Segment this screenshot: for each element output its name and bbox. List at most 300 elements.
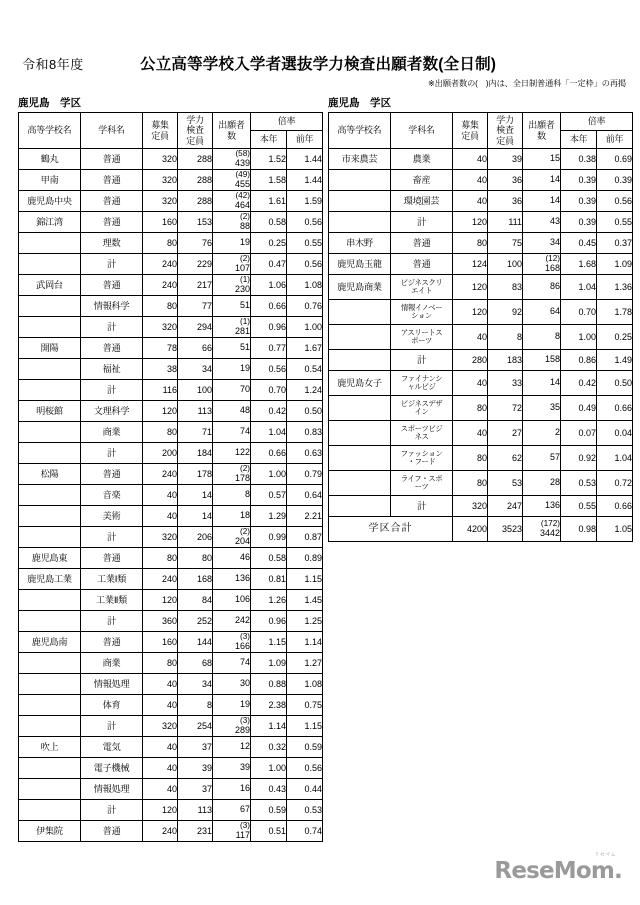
cell-exam-quota: 231: [178, 821, 213, 842]
applicants-fixed-frame-count: (2): [239, 253, 250, 263]
col-header-ratio: 倍率: [251, 113, 323, 131]
cell-ratio-current-year: 0.45: [561, 233, 597, 254]
table-row: [329, 421, 633, 446]
department-line-1: ファイナンシ: [400, 374, 443, 384]
col-header-exam-line2: 検査: [186, 125, 204, 136]
col-header-quota-line2: 定員: [151, 130, 169, 141]
cell-department-name: [391, 396, 453, 421]
table-row: [19, 275, 323, 296]
cell-exam-quota: 8: [178, 695, 213, 716]
cell-applicants: [213, 380, 251, 401]
cell-ratio-current-year: 0.81: [251, 569, 287, 590]
table-row: [19, 317, 323, 338]
cell-ratio-previous-year: 1.09: [597, 254, 633, 275]
cell-recruitment-quota: 40: [143, 758, 178, 779]
applicants-fixed-frame-count: (3): [239, 820, 250, 830]
cell-school-name: [19, 443, 81, 464]
cell-recruitment-quota: 40: [143, 674, 178, 695]
applicants-count: 74: [239, 657, 250, 668]
cell-applicants: [523, 371, 561, 396]
cell-applicants: [213, 779, 251, 800]
applicants-fixed-frame-count: (3): [239, 631, 250, 641]
cell-recruitment-quota: 38: [143, 359, 178, 380]
applicants-fixed-frame-count: (2): [239, 526, 250, 536]
table-row: [329, 471, 633, 496]
cell-recruitment-quota: 120: [453, 300, 488, 325]
cell-department-name: 計: [391, 350, 453, 371]
cell-applicants: [213, 275, 251, 296]
cell-school-name: [19, 716, 81, 737]
cell-applicants: [523, 421, 561, 446]
department-line-1: ファッション: [400, 449, 443, 459]
cell-department-name: 計: [81, 380, 143, 401]
cell-exam-quota: 229: [178, 254, 213, 275]
applicants-count: 64: [549, 306, 560, 317]
cell-exam-quota: 288: [178, 191, 213, 212]
cell-applicants: [523, 350, 561, 371]
cell-ratio-previous-year: 0.89: [287, 548, 323, 569]
cell-recruitment-quota: 320: [143, 149, 178, 170]
table-row: [329, 300, 633, 325]
applicants-count: 107: [234, 262, 250, 273]
cell-school-name: [329, 212, 391, 233]
cell-ratio-previous-year: 0.54: [287, 359, 323, 380]
applicants-count: 168: [544, 262, 560, 273]
cell-department-name: 普通: [81, 464, 143, 485]
table-row: [329, 396, 633, 421]
cell-ratio-current-year: 1.61: [251, 191, 287, 212]
cell-ratio-current-year: 1.09: [251, 653, 287, 674]
cell-applicants: [523, 496, 561, 517]
cell-school-name: [329, 350, 391, 371]
cell-applicants: [213, 674, 251, 695]
col-header-dept: 学科名: [81, 113, 143, 149]
applicants-count: 19: [239, 363, 250, 374]
cell-ratio-current-year: 0.70: [561, 300, 597, 325]
cell-ratio-previous-year: 1.15: [287, 569, 323, 590]
cell-ratio-current-year: 1.04: [251, 422, 287, 443]
cell-applicants: [213, 317, 251, 338]
cell-recruitment-quota: 240: [143, 464, 178, 485]
cell-ratio-previous-year: 0.66: [597, 396, 633, 421]
cell-ratio-current-year: 1.29: [251, 506, 287, 527]
cell-school-name: 錦江湾: [19, 212, 81, 233]
cell-exam-quota: 36: [488, 191, 523, 212]
cell-ratio-previous-year: 0.37: [597, 233, 633, 254]
cell-applicants: [213, 485, 251, 506]
table-row: [19, 338, 323, 359]
cell-ratio-previous-year: 1.44: [287, 149, 323, 170]
applicants-fixed-frame-count: (12): [545, 253, 560, 263]
applicants-count: 19: [239, 237, 250, 248]
cell-ratio-previous-year: 1.08: [287, 674, 323, 695]
col-header-dept: 学科名: [391, 113, 453, 149]
applicants-count: 14: [549, 174, 560, 185]
cell-ratio-current-year: 0.86: [561, 350, 597, 371]
table-row: [19, 527, 323, 548]
cell-ratio-current-year: 0.99: [251, 527, 287, 548]
cell-applicants: [523, 149, 561, 170]
cell-ratio-current-year: 1.26: [251, 590, 287, 611]
cell-ratio-current-year: 0.38: [561, 149, 597, 170]
cell-ratio-current-year: 0.66: [251, 443, 287, 464]
applicants-count: 28: [549, 477, 560, 488]
cell-ratio-current-year: 0.58: [251, 548, 287, 569]
cell-ratio-previous-year: 1.78: [597, 300, 633, 325]
cell-ratio-current-year: 0.53: [561, 471, 597, 496]
applicants-count: 51: [239, 342, 250, 353]
cell-exam-quota: 100: [488, 254, 523, 275]
cell-applicants: [523, 170, 561, 191]
table-row: [19, 506, 323, 527]
table-row: [19, 443, 323, 464]
cell-exam-quota: 184: [178, 443, 213, 464]
cell-recruitment-quota: 40: [143, 737, 178, 758]
cell-exam-quota: 39: [488, 149, 523, 170]
cell-recruitment-quota: 240: [143, 569, 178, 590]
cell-recruitment-quota: 240: [143, 254, 178, 275]
footnote-asterisk: ※出願者数の( )内は、全日制普通科「一定枠」の再掲: [427, 79, 626, 88]
cell-ratio-current-year: 1.68: [561, 254, 597, 275]
applicants-count: 12: [239, 741, 250, 752]
cell-ratio-current-year: 0.56: [251, 359, 287, 380]
cell-applicants: [523, 191, 561, 212]
cell-ratio-previous-year: 1.45: [287, 590, 323, 611]
cell-ratio-current-year: 0.58: [251, 212, 287, 233]
cell-applicants: [213, 254, 251, 275]
cell-recruitment-quota: 120: [453, 212, 488, 233]
grand-total-exam-quota: 3523: [488, 517, 523, 542]
cell-exam-quota: 84: [178, 590, 213, 611]
applicants-count: 14: [549, 377, 560, 388]
applicants-count: 204: [234, 535, 250, 546]
resemom-logo-wordmark: ReseMom.: [494, 858, 622, 884]
cell-department-name: [391, 446, 453, 471]
table-row: [329, 191, 633, 212]
applicants-fixed-frame-count: (1): [239, 316, 250, 326]
cell-school-name: 武岡台: [19, 275, 81, 296]
cell-ratio-previous-year: 0.66: [597, 496, 633, 517]
cell-recruitment-quota: 320: [143, 317, 178, 338]
cell-department-name: 普通: [81, 170, 143, 191]
applicants-count: 67: [239, 804, 250, 815]
cell-exam-quota: 83: [488, 275, 523, 300]
cell-school-name: [329, 191, 391, 212]
cell-ratio-current-year: 0.25: [251, 233, 287, 254]
table-row: [329, 446, 633, 471]
table-row: [19, 380, 323, 401]
cell-ratio-previous-year: 1.67: [287, 338, 323, 359]
cell-ratio-previous-year: 1.08: [287, 275, 323, 296]
cell-ratio-current-year: 0.77: [251, 338, 287, 359]
cell-recruitment-quota: 80: [143, 548, 178, 569]
cell-school-name: [329, 496, 391, 517]
cell-ratio-current-year: 0.96: [251, 317, 287, 338]
cell-recruitment-quota: 80: [453, 446, 488, 471]
cell-ratio-previous-year: 0.63: [287, 443, 323, 464]
cell-ratio-previous-year: 0.79: [287, 464, 323, 485]
cell-department-name: 商業: [81, 653, 143, 674]
cell-ratio-current-year: 1.14: [251, 716, 287, 737]
cell-ratio-current-year: 0.07: [561, 421, 597, 446]
cell-applicants: [213, 296, 251, 317]
table-row: [329, 496, 633, 517]
table-row: [329, 212, 633, 233]
cell-ratio-current-year: 1.00: [561, 325, 597, 350]
table-row: [19, 821, 323, 842]
cell-school-name: [329, 396, 391, 421]
table-row: [19, 548, 323, 569]
cell-ratio-previous-year: 0.56: [287, 758, 323, 779]
cell-ratio-previous-year: 0.72: [597, 471, 633, 496]
cell-department-name: 普通: [81, 275, 143, 296]
cell-school-name: 吹上: [19, 737, 81, 758]
cell-recruitment-quota: 320: [143, 191, 178, 212]
applicants-fixed-frame-count: (2): [239, 211, 250, 221]
cell-ratio-current-year: 0.70: [251, 380, 287, 401]
cell-recruitment-quota: 160: [143, 212, 178, 233]
cell-recruitment-quota: 80: [453, 396, 488, 421]
department-line-2: エイト: [411, 286, 432, 295]
grand-total-row: [329, 517, 633, 542]
cell-school-name: [19, 611, 81, 632]
cell-school-name: [19, 527, 81, 548]
cell-recruitment-quota: 120: [143, 401, 178, 422]
table-row: [19, 695, 323, 716]
cell-applicants: [213, 716, 251, 737]
applicants-count: 74: [239, 426, 250, 437]
cell-ratio-previous-year: 1.44: [287, 170, 323, 191]
applicants-count: 43: [549, 216, 560, 227]
cell-department-name: 計: [81, 317, 143, 338]
cell-department-name: 計: [391, 212, 453, 233]
cell-school-name: [329, 471, 391, 496]
col-header-quota-line1: 募集: [151, 120, 169, 131]
applicants-count: 19: [239, 699, 250, 710]
cell-department-name: 環境園芸: [391, 191, 453, 212]
department-line-2: ・フード: [407, 457, 436, 466]
cell-department-name: 普通: [391, 233, 453, 254]
cell-department-name: 農業: [391, 149, 453, 170]
cell-recruitment-quota: 80: [453, 233, 488, 254]
cell-exam-quota: 183: [488, 350, 523, 371]
applicants-fixed-frame-count: (49): [235, 169, 250, 179]
cell-department-name: [391, 421, 453, 446]
table-body-left: [19, 149, 323, 842]
applicants-count: 178: [234, 472, 250, 483]
cell-applicants: [213, 695, 251, 716]
cell-applicants: [213, 422, 251, 443]
col-header-ratio-previous: 前年: [287, 131, 323, 149]
cell-department-name: 普通: [81, 338, 143, 359]
cell-exam-quota: 113: [178, 401, 213, 422]
department-line-2: ネス: [414, 432, 429, 441]
cell-exam-quota: 288: [178, 149, 213, 170]
cell-exam-quota: 247: [488, 496, 523, 517]
cell-school-name: [19, 506, 81, 527]
cell-ratio-current-year: 0.49: [561, 396, 597, 421]
cell-ratio-previous-year: 0.55: [597, 212, 633, 233]
table-row: [19, 422, 323, 443]
cell-exam-quota: 34: [178, 674, 213, 695]
cell-department-name: 計: [81, 611, 143, 632]
cell-ratio-previous-year: 0.44: [287, 779, 323, 800]
col-header-applicants-line1: 出願者: [528, 120, 555, 131]
table-row: [19, 716, 323, 737]
table-row: [19, 653, 323, 674]
resemom-logo-text: [494, 852, 622, 884]
cell-department-name: 普通: [391, 254, 453, 275]
applicants-count: 2: [554, 427, 560, 438]
cell-exam-quota: 100: [178, 380, 213, 401]
department-line-2: ーツ: [414, 482, 429, 491]
table-row: [19, 485, 323, 506]
cell-exam-quota: 217: [178, 275, 213, 296]
cell-recruitment-quota: 240: [143, 275, 178, 296]
table-row: [329, 233, 633, 254]
cell-applicants: [523, 233, 561, 254]
col-header-exam-line1: 学力: [186, 115, 204, 126]
cell-school-name: [19, 695, 81, 716]
cell-applicants: [213, 569, 251, 590]
cell-department-name: 普通: [81, 149, 143, 170]
district-caption-left: 鹿児島 学区: [18, 97, 81, 109]
applicants-count: 35: [549, 402, 560, 413]
table-row: [19, 674, 323, 695]
cell-recruitment-quota: 40: [453, 191, 488, 212]
cell-applicants: [213, 737, 251, 758]
cell-exam-quota: 75: [488, 233, 523, 254]
cell-ratio-previous-year: 0.50: [597, 371, 633, 396]
applicants-fixed-frame-count: (2): [239, 463, 250, 473]
department-line-2: イン: [414, 407, 429, 416]
cell-exam-quota: 77: [178, 296, 213, 317]
cell-school-name: 鹿児島玉龍: [329, 254, 391, 275]
cell-ratio-current-year: 0.43: [251, 779, 287, 800]
applicants-count: 117: [235, 829, 250, 840]
cell-ratio-current-year: 2.38: [251, 695, 287, 716]
col-header-ratio-previous: 前年: [597, 131, 633, 149]
applicants-count: 48: [239, 405, 250, 416]
cell-recruitment-quota: 40: [453, 371, 488, 396]
department-line-1: 情報イノベー: [400, 303, 443, 313]
cell-exam-quota: 71: [178, 422, 213, 443]
cell-exam-quota: 206: [178, 527, 213, 548]
cell-ratio-previous-year: 1.14: [287, 632, 323, 653]
applicants-count: 242: [234, 615, 250, 626]
col-header-ratio-current: 本年: [561, 131, 597, 149]
cell-exam-quota: 72: [488, 396, 523, 421]
cell-ratio-previous-year: 2.21: [287, 506, 323, 527]
cell-school-name: 串木野: [329, 233, 391, 254]
cell-applicants: [523, 254, 561, 275]
cell-ratio-previous-year: 0.76: [287, 296, 323, 317]
cell-department-name: 理数: [81, 233, 143, 254]
cell-ratio-current-year: 0.39: [561, 212, 597, 233]
cell-recruitment-quota: 40: [453, 325, 488, 350]
cell-ratio-current-year: 0.57: [251, 485, 287, 506]
col-header-ratio: 倍率: [561, 113, 633, 131]
table-row: [19, 590, 323, 611]
table-row: [329, 350, 633, 371]
cell-school-name: 鹿児島南: [19, 632, 81, 653]
cell-exam-quota: 14: [178, 506, 213, 527]
cell-school-name: 鹿児島工業: [19, 569, 81, 590]
cell-school-name: [19, 758, 81, 779]
cell-department-name: 普通: [81, 821, 143, 842]
cell-applicants: [213, 191, 251, 212]
col-header-quota-line2: 定員: [461, 130, 479, 141]
department-line-1: アスリートス: [400, 328, 443, 338]
cell-recruitment-quota: 80: [453, 471, 488, 496]
col-header-exam-quota: [488, 113, 523, 149]
cell-applicants: [523, 275, 561, 300]
cell-ratio-previous-year: 0.59: [287, 737, 323, 758]
cell-school-name: [19, 674, 81, 695]
cell-ratio-current-year: 0.47: [251, 254, 287, 275]
department-line-2: ション: [411, 311, 432, 320]
applicants-count: 57: [549, 452, 560, 463]
col-header-ratio-current: 本年: [251, 131, 287, 149]
cell-recruitment-quota: 320: [143, 170, 178, 191]
cell-ratio-previous-year: 0.25: [597, 325, 633, 350]
cell-applicants: [213, 338, 251, 359]
applicants-fixed-frame-count: (58): [235, 148, 250, 158]
cell-school-name: 鹿児島商業: [329, 275, 391, 300]
applicants-count: 455: [234, 178, 250, 189]
cell-exam-quota: 39: [178, 758, 213, 779]
cell-school-name: [329, 170, 391, 191]
applicants-count: 18: [239, 510, 250, 521]
resemom-logo: [494, 852, 622, 884]
cell-school-name: 開陽: [19, 338, 81, 359]
cell-ratio-previous-year: 1.25: [287, 611, 323, 632]
table-body-right: [329, 149, 633, 542]
cell-school-name: [19, 779, 81, 800]
cell-exam-quota: 27: [488, 421, 523, 446]
cell-ratio-previous-year: 0.39: [597, 170, 633, 191]
applicants-count: 136: [234, 573, 250, 584]
applicants-fixed-frame-count: (3): [239, 715, 250, 725]
cell-department-name: 普通: [81, 212, 143, 233]
col-header-exam-quota: [178, 113, 213, 149]
cell-exam-quota: 144: [178, 632, 213, 653]
cell-ratio-current-year: 0.39: [561, 170, 597, 191]
cell-recruitment-quota: 40: [143, 695, 178, 716]
applicants-count: 30: [239, 678, 250, 689]
applicants-count: 230: [234, 283, 250, 294]
cell-applicants: [213, 611, 251, 632]
cell-department-name: 畜産: [391, 170, 453, 191]
applicants-table-left: [18, 112, 323, 842]
cell-department-name: [391, 471, 453, 496]
cell-recruitment-quota: 40: [453, 149, 488, 170]
grand-total-fixed-frame-count: (172): [540, 518, 560, 528]
cell-exam-quota: 14: [178, 485, 213, 506]
cell-school-name: [19, 233, 81, 254]
cell-recruitment-quota: 40: [143, 485, 178, 506]
cell-recruitment-quota: 120: [453, 275, 488, 300]
document-header: [0, 48, 640, 92]
col-header-quota: [143, 113, 178, 149]
cell-department-name: 電子機械: [81, 758, 143, 779]
cell-school-name: [19, 317, 81, 338]
cell-applicants: [213, 359, 251, 380]
department-line-1: ライフ・スポ: [400, 474, 443, 484]
cell-recruitment-quota: 200: [143, 443, 178, 464]
cell-department-name: 計: [391, 496, 453, 517]
applicants-count: 86: [549, 281, 560, 292]
